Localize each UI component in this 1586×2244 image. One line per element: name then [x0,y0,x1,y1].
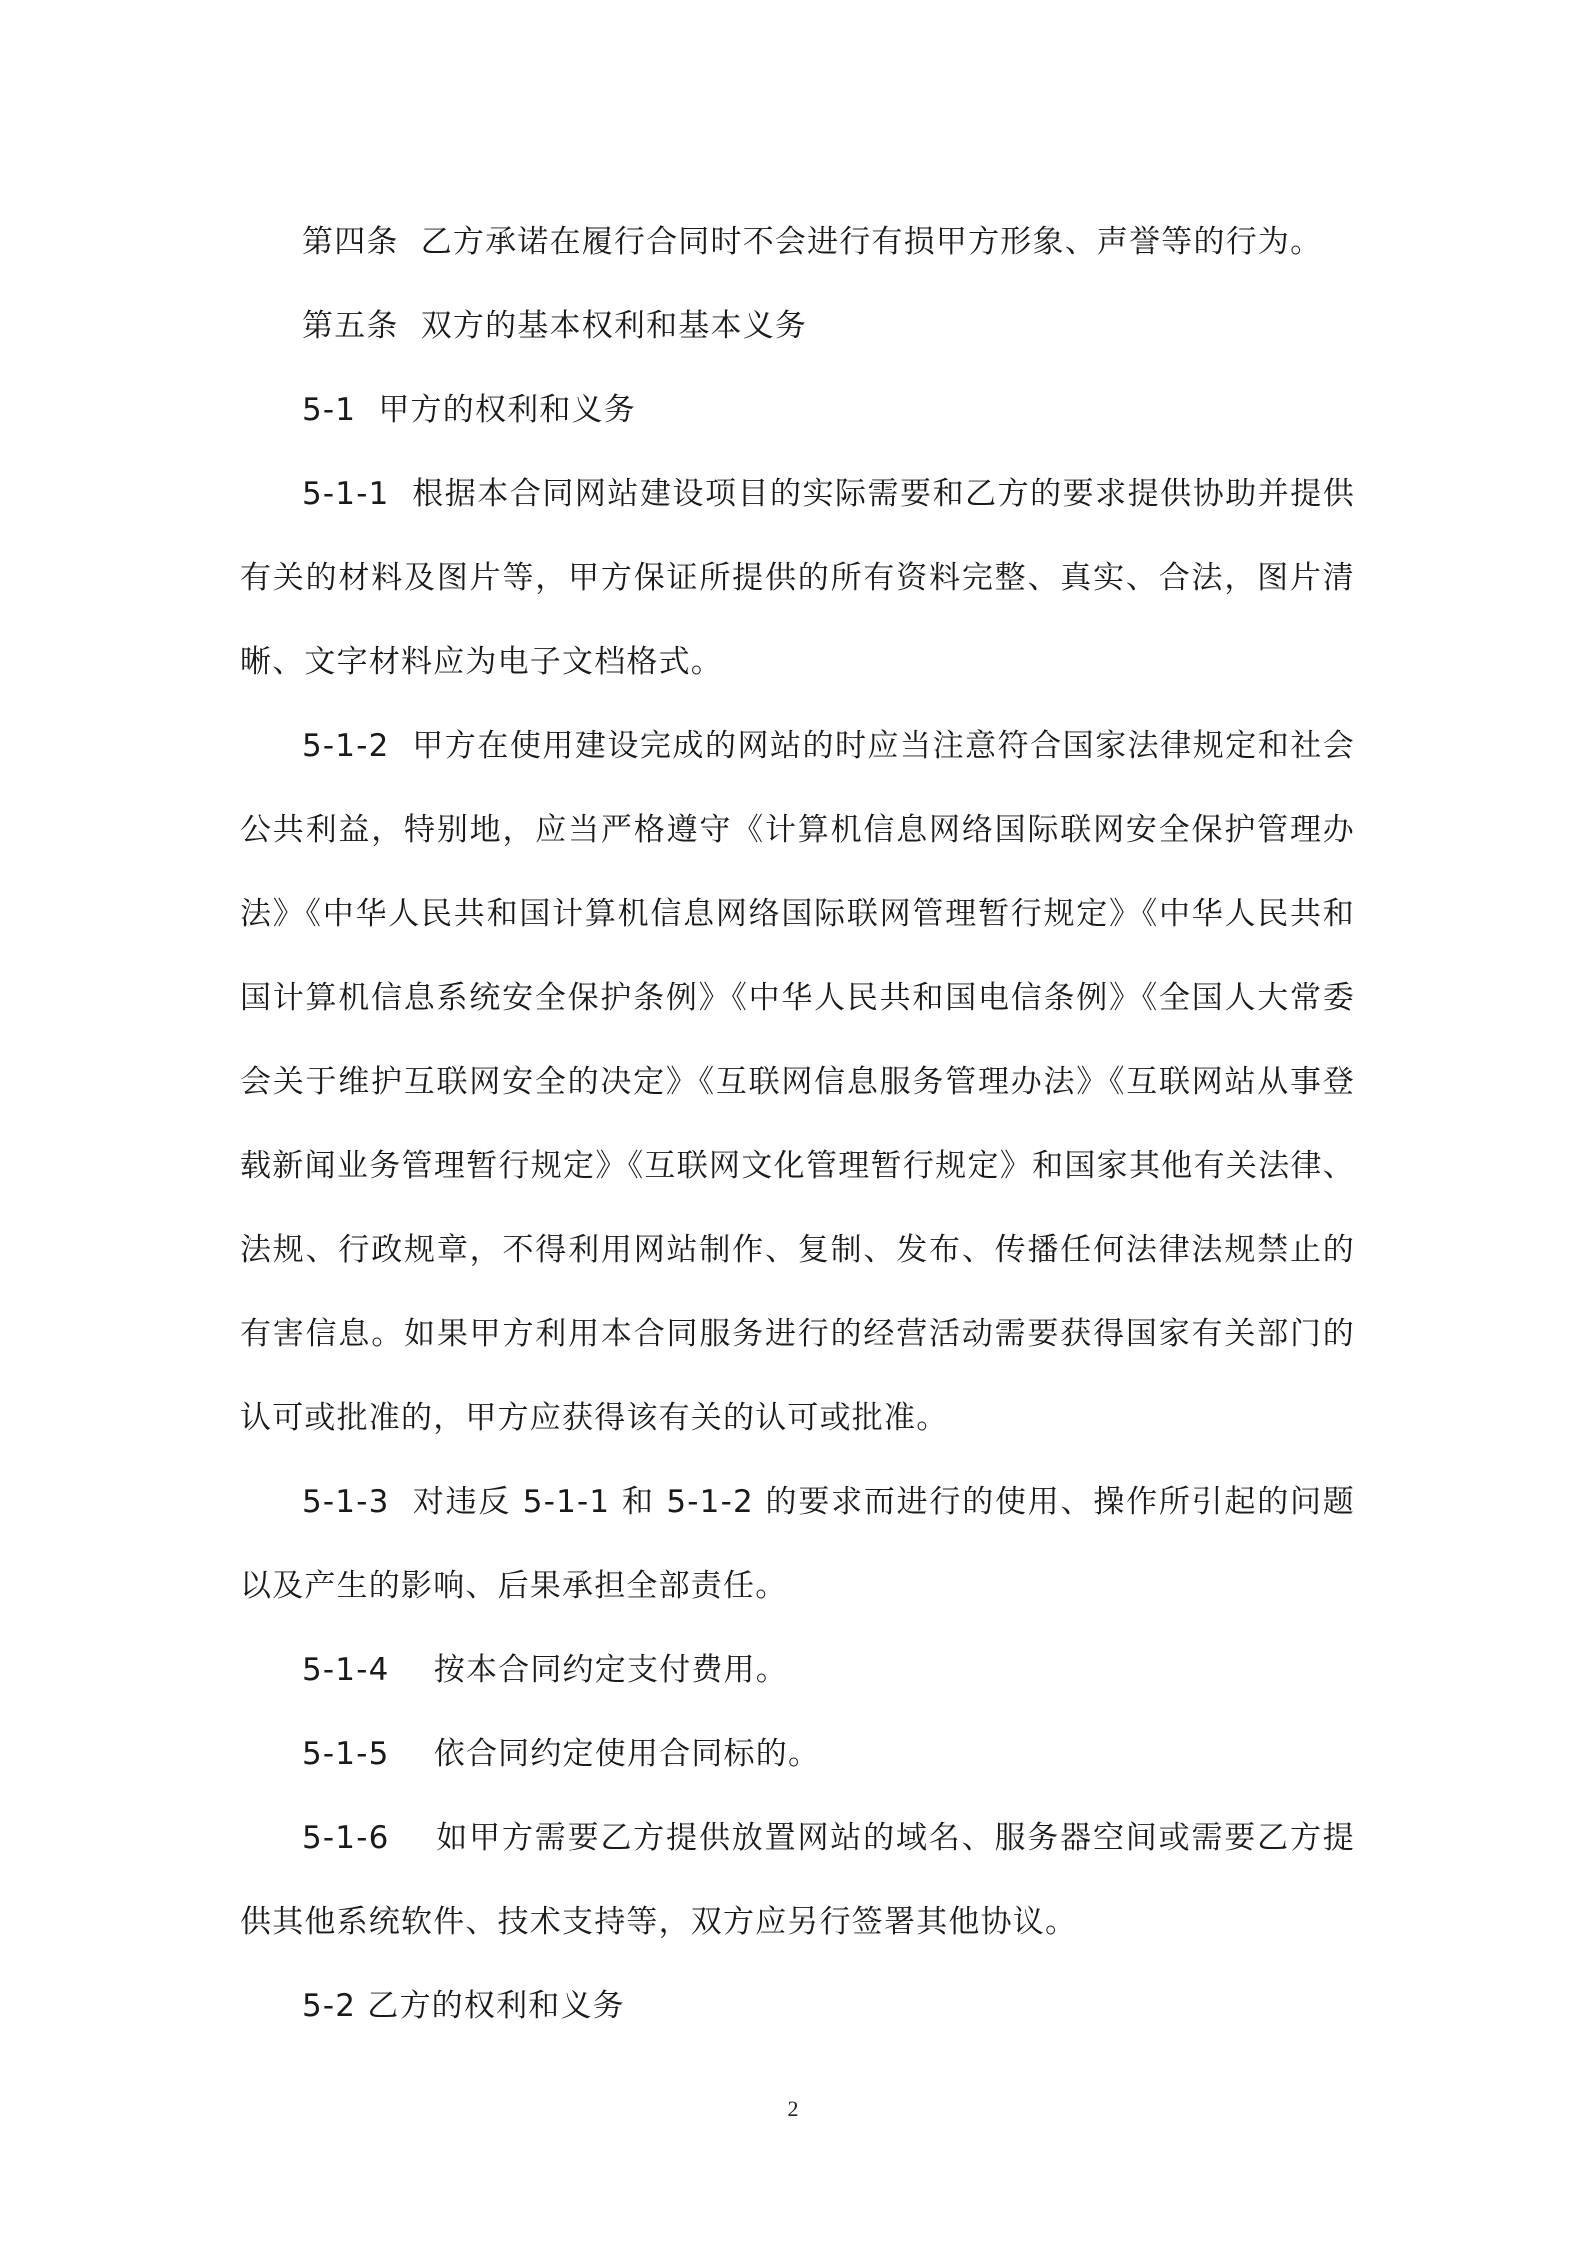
paragraph-clause-5-1-1: 5-1-1 根据本合同网站建设项目的实际需要和乙方的要求提供协助并提供有关的材料及图片等，甲方保证所提供的所有资料完整、真实、合法，图片清晰、文字材料应为电子文档格式。 [240,476,1355,680]
paragraph-article-4: 第四条 乙方承诺在履行合同时不会进行有损甲方形象、声誉等的行为。 [302,224,1323,260]
paragraph-clause-5-1-5: 5-1-5 依合同约定使用合同标的。 [302,1736,821,1772]
paragraph-clause-5-1-4: 5-1-4 按本合同约定支付费用。 [302,1652,788,1688]
paragraph-clause-5-1-6: 5-1-6 如甲方需要乙方提供放置网站的域名、服务器空间或需要乙方提供其他系统软件、技术支持等，双方应另行签署其他协议。 [240,1820,1355,1940]
document-body [240,200,1355,2048]
paragraph-clause-5-1-2: 5-1-2 甲方在使用建设完成的网站的时应当注意符合国家法律规定和社会公共利益，特别地，应当严格遵守《计算机信息网络国际联网安全保护管理办法》《中华人民共和国计算机信息网络国际联网管理暂行规定》《中华人民共和国计算机信息系统安全保护条例》《中华人民共和国电信条例》《全国人大常委会关于维护互联网安全的决定》《互联网信息服务管理办法》《互联网站从事登载新闻业务管理暂行规定》《互联网文化管理暂行规定》和国家其他有关法律、法规、行政规章，不得利用网站制作、复制、发布、传播任何法律法规禁止的有害信息。如果甲方利用本合同服务进行的经营活动需要获得国家有关部门的认可或批准的，甲方应获得该有关的认可或批准。 [240,728,1355,1436]
paragraph-section-5-2-heading: 5-2 乙方的权利和义务 [302,1988,625,2024]
page-number: 2 [787,2096,799,2121]
paragraph-article-5-heading: 第五条 双方的基本权利和基本义务 [302,308,808,344]
paragraph-clause-5-1-3: 5-1-3 对违反 5-1-1 和 5-1-2 的要求而进行的使用、操作所引起的问题以及产生的影响、后果承担全部责任。 [240,1484,1355,1604]
paragraph-section-5-1-heading: 5-1 甲方的权利和义务 [302,392,636,428]
